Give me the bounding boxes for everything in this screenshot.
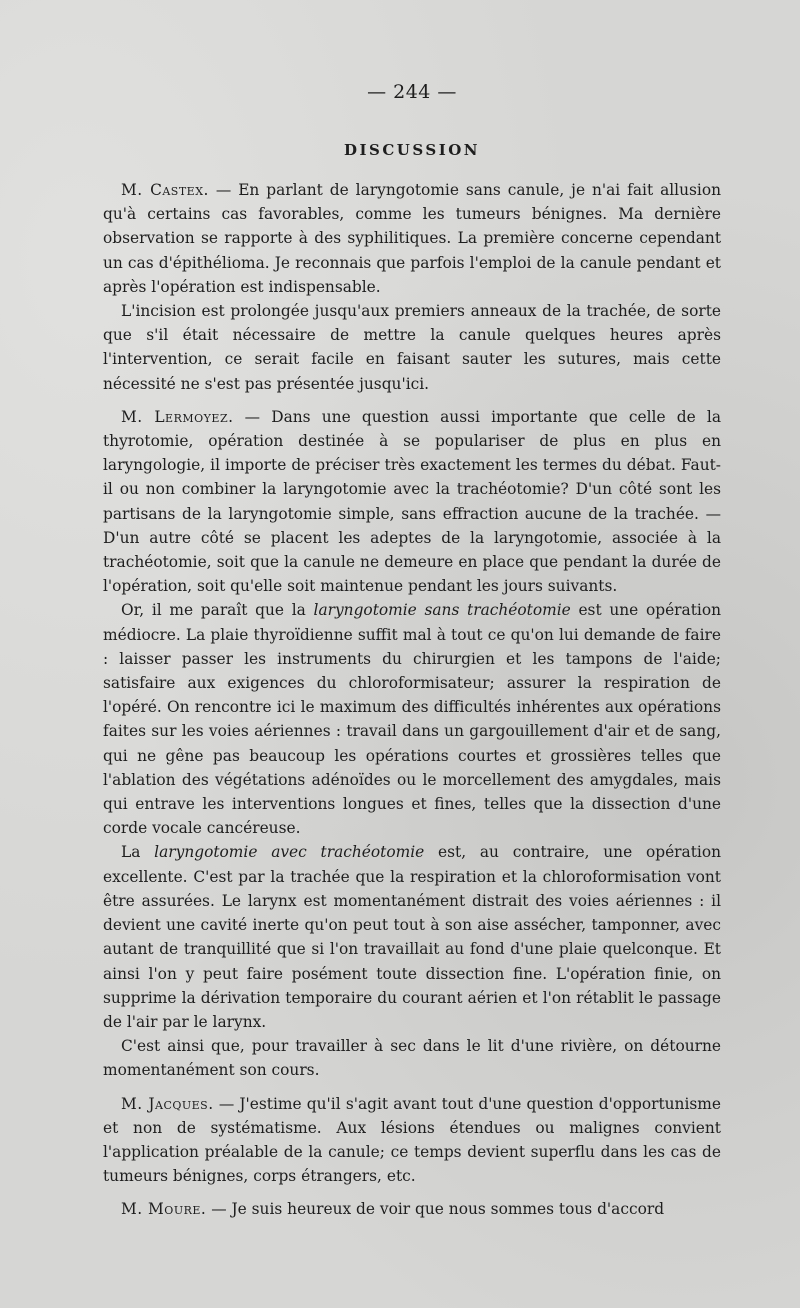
paragraph-emphasis: laryngotomie avec trachéotomie	[154, 843, 425, 862]
paragraph-lead: La	[121, 843, 155, 862]
paragraph-text: — Dans une question aussi importante que celle de la thyrotomie, opération destinée à se populariser de plus en plus en laryngologie, il importe de préciser très exactement les termes du débat. Faut-il ou non combiner la laryngotomie avec la trachéotomie? D'un côté sont les partisans de la laryngotomie simple, sans effraction aucune de la trachée. — D'un autre côté se placent les adeptes de la laryngotomie, associée à la trachéotomie, soit que la canule ne demeure en place que pendant la durée de l'opération, soit qu'elle soit maintenue pendant les jours suivants.	[103, 407, 721, 596]
speaker-name: M. Moure.	[121, 1200, 207, 1219]
paragraph-text: — Je suis heureux de voir que nous sommes tous d'accord	[206, 1200, 665, 1219]
paragraph-lead: Or, il me paraît que la	[121, 601, 314, 620]
paragraph-castex	[103, 178, 721, 299]
speaker-name: M. Lermoyez.	[121, 407, 234, 426]
paragraph-text: C'est ainsi que, pour travailler à sec dans le lit d'une rivière, on détourne momentanément son cours.	[103, 1037, 721, 1080]
paragraph-text: L'incision est prolongée jusqu'aux premiers anneaux de la trachée, de sorte que s'il était nécessaire de mettre la canule quelques heures après l'intervention, ce serait facile en faisant sauter les sutures, mais cette nécessité ne s'est pas présentée jusqu'ici.	[103, 302, 721, 393]
paragraph-lermoyez	[103, 405, 721, 599]
paragraph-text: — En parlant de laryngotomie sans canule, je n'ai fait allusion qu'à certains cas favorables, comme les tumeurs bénignes. Ma dernière observation se rapporte à des syphilitiques. La première concerne cependant un cas d'épithélioma. Je reconnais que parfois l'emploi de la canule pendant et après l'opération est indispensable.	[103, 181, 722, 296]
paragraph-moure	[103, 1197, 721, 1221]
paragraph-lermoyez-conclusion	[103, 1034, 721, 1082]
paragraph-lermoyez-without-tracheotomy	[103, 598, 721, 840]
section-title: DISCUSSION	[343, 141, 480, 159]
document-page	[103, 78, 721, 1222]
speaker-name: M. Jacques.	[121, 1094, 214, 1113]
speaker-name: M. Castex.	[121, 181, 209, 199]
paragraph-lermoyez-with-tracheotomy	[103, 840, 721, 1034]
page-number: — 244 —	[367, 81, 457, 103]
paragraph-jacques	[103, 1092, 721, 1189]
paragraph-emphasis: laryngotomie sans trachéotomie	[313, 601, 571, 620]
paragraph-castex-continued	[103, 299, 721, 396]
paragraph-text: est une opération médiocre. La plaie thyroïdienne suffit mal à tout ce qu'on lui demande de faire : laisser passer les instruments du chirurgien et les tampons de l'aide; satisfaire aux exigences du chloroformisateur; assurer la respiration de l'opéré. On rencontre ici le maximum des difficultés inhérentes aux opérations faites sur les voies aériennes : travail dans un gargouillement d'air et de sang, qui ne gêne pas beaucoup les opérations courtes et grossières telles que l'ablation des végétations adénoïdes ou le morcellement des amygdales, mais qui entrave les interventions longues et fines, telles que la dissection d'une corde vocale cancéreuse.	[103, 601, 721, 838]
paragraph-text: est, au contraire, une opération excellente. C'est par la trachée que la respiration et la chloroformisation vont être assurées. Le larynx est momentanément distrait des voies aériennes : il devient une cavité inerte qu'on peut tout à son aise assécher, tamponner, avec autant de tranquillité que si l'on travaillait au fond d'une plaie quelconque. Et ainsi l'on y peut faire posément toute dissection fine. L'opération finie, on supprime la dérivation temporaire du courant aérien et l'on rétablit le passage de l'air par le larynx.	[103, 843, 722, 1031]
paragraph-text: — J'estime qu'il s'agit avant tout d'une question d'opportunisme et non de systématisme. Aux lésions étendues ou malignes convient l'application préalable de la canule; ce temps devient superflu dans les cas de tumeurs bénignes, corps étrangers, etc.	[103, 1094, 721, 1186]
